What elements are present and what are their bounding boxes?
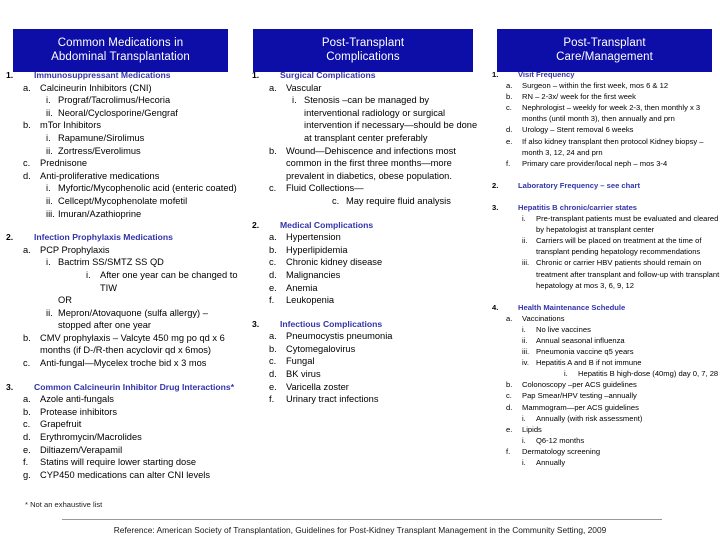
outline-text: No live vaccines (536, 324, 591, 334)
outline-text: Zortress/Everolimus (58, 145, 141, 156)
outline-text: Hepatitis A and B if not immune (536, 358, 642, 368)
outline-text: BK virus (286, 369, 321, 380)
outline-item-l2 (6, 431, 238, 444)
outline-marker: f. (23, 457, 29, 468)
outline-item-l2 (6, 357, 238, 370)
outline-item-l2 (6, 82, 238, 95)
outline-item-l2 (252, 294, 480, 307)
outline-marker: iv. (522, 358, 530, 368)
outline-text: Fungal (286, 356, 315, 367)
outline-marker: c. (23, 358, 31, 369)
outline-text: Nephrologist – weekly for week 2-3, then monthly x 3 months (until month 3), then annually and prn (522, 103, 701, 124)
outline-text: Pneumocystis pneumonia (286, 331, 393, 342)
outline-text: Hypertension (286, 232, 341, 243)
outline-marker: a. (269, 331, 277, 342)
reference-citation: Reference: American Society of Transplantation, Guidelines for Post-Kidney Transplant Management in the Community Setting, 2009 (113, 525, 607, 535)
outline-item-l3 (492, 346, 720, 357)
outline-text: Statins will require lower starting dose (40, 457, 197, 468)
outline-marker: d. (506, 402, 513, 412)
outline-item-l2 (252, 256, 480, 269)
outline-marker: b. (23, 406, 31, 417)
outline-item-l3 (492, 324, 720, 335)
outline-text: Malignancies (286, 269, 341, 280)
outline-text: Colonoscopy –per ACS guidelines (522, 380, 637, 390)
outline-spacer (492, 191, 720, 201)
outline-item-l2 (6, 170, 238, 183)
outline-marker: b. (23, 332, 31, 343)
outline-marker: c. (269, 257, 277, 268)
outline-text: Stenosis –can be managed by interventional radiology or surgical intervention if necessary—should be done at transplant center preferably (304, 95, 478, 143)
outline-marker: a. (23, 244, 31, 255)
outline-item-l2 (252, 330, 480, 343)
header-line-2: Complications (326, 51, 400, 63)
outline-text: Dermatology screening (522, 446, 601, 456)
outline-marker: 1. (252, 70, 260, 80)
outline-item-l2 (252, 82, 480, 95)
outline-text: Prednisone (40, 158, 88, 169)
outline-item-l2 (252, 381, 480, 394)
outline-item-l3 (252, 94, 480, 144)
outline-item-l1 (492, 302, 720, 313)
outline-text: Rapamune/Sirolimus (58, 132, 145, 143)
outline-item-l4 (6, 269, 238, 294)
outline-text: PCP Prophylaxis (40, 244, 110, 255)
outline-item-l3 (492, 213, 720, 235)
outline-text: Vaccinations (522, 313, 565, 323)
outline-text: Common Calcineurin Inhibitor Drug Interactions* (34, 381, 235, 392)
outline-item-l1 (6, 381, 238, 394)
outline-marker: 2. (252, 219, 260, 230)
outline-text: Wound—Dehiscence and infections most common in the first three months—more prevalent in diabetics, obese population. (286, 145, 456, 181)
column-header-complications (253, 29, 473, 72)
outline-spacer (252, 208, 480, 218)
outline-item-l2 (252, 282, 480, 295)
outline-text: Fluid Collections— (286, 183, 364, 194)
outline-item-l2 (252, 269, 480, 282)
outline-item-l1 (252, 318, 480, 331)
outline-item-l2 (492, 91, 720, 102)
outline-marker: e. (269, 282, 277, 293)
outline-text: Annually (536, 458, 566, 467)
outline-text: Myfortic/Mycophenolic acid (enteric coated) (58, 183, 237, 194)
outline-marker: c. (269, 356, 277, 367)
outline-item-l2 (6, 119, 238, 132)
outline-marker: 3. (252, 318, 260, 329)
outline-marker: ii. (46, 307, 53, 318)
outline-spacer (6, 220, 238, 230)
outline-text: Primary care provider/local neph – mos 3-4 (522, 158, 668, 168)
outline-item-l1 (252, 219, 480, 232)
outline-marker: e. (269, 381, 277, 392)
outline-text: Anemia (286, 282, 318, 293)
outline-marker: d. (23, 432, 31, 443)
outline-marker: c. (332, 195, 340, 206)
header-line-1: Post-Transplant (563, 37, 646, 49)
column-header-medications (13, 29, 228, 72)
outline-item-l2 (492, 80, 720, 91)
footnote-exhaustive-list: * Not an exhaustive list (25, 500, 103, 509)
outline-item-l3 (492, 235, 720, 257)
outline-text: RN – 2-3x/ week for the first week (522, 92, 636, 102)
outline-text: Immunosuppressant Medications (34, 70, 171, 80)
outline-marker: i. (292, 95, 297, 106)
outline-spacer (492, 169, 720, 179)
outline-text: Vascular (286, 82, 322, 93)
outline-text: CYP450 medications can alter CNI levels (40, 469, 211, 480)
outline-marker: 2. (492, 180, 499, 190)
outline-text: After one year can be changed to TIW (100, 269, 238, 293)
outline-marker: a. (269, 82, 277, 93)
outline-text: Grapefruit (40, 419, 82, 430)
outline-item-l2 (6, 469, 238, 482)
outline-column-medications (6, 68, 238, 481)
outline-marker: i. (522, 324, 526, 334)
outline-text: Calcineurin Inhibitors (CNI) (40, 82, 152, 93)
outline-item-l2 (492, 124, 720, 135)
outline-spacer (252, 307, 480, 317)
outline-marker: b. (269, 145, 277, 156)
outline-item-l3 (6, 195, 238, 208)
header-line-1: Post-Transplant (321, 37, 405, 49)
outline-text: Pre-transplant patients must be evaluated and cleared by hepatologist at transplant center (536, 214, 719, 235)
outline-marker: c. (23, 419, 31, 430)
outline-marker: i. (46, 183, 51, 194)
outline-text: Erythromycin/Macrolides (40, 432, 142, 443)
outline-text: Annual seasonal influenza (536, 335, 625, 345)
outline-text: CMV prophylaxis – Valcyte 450 mg po qd x 6 months (if D-/R-then acyclovir qd x 6mos) (40, 332, 225, 356)
outline-item-l2 (252, 393, 480, 406)
outline-text: Neoral/Cyclosporine/Gengraf (58, 107, 178, 118)
outline-item-l1 (492, 180, 720, 191)
outline-item-l2 (252, 355, 480, 368)
outline-marker: ii. (522, 236, 528, 246)
outline-marker: iii. (46, 208, 55, 219)
outline-column-care-management (492, 68, 720, 468)
outline-item-l1 (6, 231, 238, 244)
outline-marker: a. (506, 81, 513, 91)
outline-text: Health Maintenance Schedule (518, 302, 626, 312)
outline-text: Azole anti-fungals (40, 394, 114, 405)
outline-item-l3 (492, 413, 720, 424)
outline-marker: b. (23, 120, 31, 131)
outline-marker: d. (269, 269, 277, 280)
outline-marker: ii. (46, 195, 53, 206)
outline-item-l2 (6, 406, 238, 419)
outline-marker: d. (269, 369, 277, 380)
outline-text: May require fluid analysis (346, 195, 451, 206)
outline-text: Mammogram—per ACS guidelines (522, 402, 639, 412)
outline-marker: 3. (6, 381, 14, 392)
outline-item-l2 (252, 182, 480, 195)
outline-text: Protease inhibitors (40, 406, 117, 417)
outline-marker: i. (46, 132, 51, 143)
outline-item-l2 (492, 102, 720, 124)
outline-text: Pneumonia vaccine q5 years (536, 347, 634, 357)
outline-text: Infectious Complications (280, 318, 383, 329)
outline-text: Medical Complications (280, 219, 374, 230)
outline-item-l2 (6, 157, 238, 170)
outline-marker: ii. (46, 145, 53, 156)
outline-text: Q6-12 months (536, 435, 585, 445)
outline-column-complications (252, 68, 480, 406)
outline-item-l3 (492, 435, 720, 446)
outline-item-l2 (252, 244, 480, 257)
outline-item-l1 (6, 69, 238, 82)
outline-text: Imuran/Azathioprine (58, 208, 142, 219)
outline-marker: i. (564, 369, 568, 379)
outline-marker: i. (46, 257, 51, 268)
outline-text: Anti-fungal—Mycelex troche bid x 3 mos (40, 358, 207, 369)
outline-item-l2 (492, 424, 720, 435)
outline-text: mTor Inhibitors (40, 120, 101, 131)
outline-marker: c. (23, 158, 31, 169)
outline-marker: iii. (522, 258, 530, 268)
outline-text: Laboratory Frequency – see chart (518, 180, 640, 190)
outline-marker: b. (506, 380, 513, 390)
outline-text: Urology – Stent removal 6 weeks (522, 125, 634, 135)
outline-marker: a. (269, 232, 277, 243)
outline-item-l2 (492, 390, 720, 401)
outline-text: Diltiazem/Verapamil (40, 444, 123, 455)
outline-marker: i. (522, 214, 526, 224)
column-header-care-management (497, 29, 712, 72)
outline-item-l1 (492, 69, 720, 80)
outline-text: Varicella zoster (286, 381, 349, 392)
outline-spacer (492, 291, 720, 301)
outline-item-l2 (252, 145, 480, 183)
outline-marker: b. (269, 343, 277, 354)
outline-item-l2 (6, 244, 238, 257)
outline-item-l2 (6, 456, 238, 469)
outline-item-l3 (492, 457, 720, 468)
outline-item-l3 (6, 256, 238, 269)
outline-text: Bactrim SS/SMTZ SS QD (58, 257, 164, 268)
outline-marker: e. (506, 424, 513, 434)
outline-marker: c. (269, 183, 277, 194)
outline-item-l2 (6, 393, 238, 406)
outline-marker: i. (522, 435, 526, 445)
outline-marker: d. (506, 125, 513, 135)
outline-text: Hepatitis B high-dose (40mg) day 0, 7, 28 (578, 369, 719, 379)
outline-text: Chronic kidney disease (286, 257, 383, 268)
outline-text: Prograf/Tacrolimus/Hecoria (58, 95, 171, 106)
outline-marker: b. (506, 92, 513, 102)
header-line-1: Common Medications in (57, 37, 184, 49)
outline-marker: a. (23, 82, 31, 93)
outline-item-l2 (492, 158, 720, 169)
outline-item-l2 (252, 231, 480, 244)
outline-text: Urinary tract infections (286, 394, 379, 405)
outline-text: Leukopenia (286, 295, 335, 306)
outline-text: Mepron/Atovaquone (sulfa allergy) – stopped after one year (58, 307, 208, 331)
outline-marker: b. (269, 244, 277, 255)
outline-marker: f. (506, 446, 511, 456)
outline-text: Annually (with risk assessment) (536, 413, 643, 423)
outline-marker: e. (23, 444, 31, 455)
outline-item-l2 (492, 379, 720, 390)
outline-item-l3 (492, 335, 720, 346)
outline-item-l2 (492, 136, 720, 158)
outline-marker: i. (522, 458, 526, 467)
outline-item-l2 (6, 332, 238, 357)
outline-marker: i. (46, 95, 51, 106)
outline-text: If also kidney transplant then protocol Kidney biopsy – month 3, 12, 24 and prn (522, 136, 704, 157)
outline-item-l3 (6, 107, 238, 120)
outline-spacer (6, 370, 238, 380)
outline-item-l2 (492, 446, 720, 457)
outline-marker: i. (86, 269, 91, 280)
outline-text: Anti-proliferative medications (40, 170, 160, 181)
outline-item-l2 (492, 313, 720, 324)
outline-text: Infection Prophylaxis Medications (34, 232, 173, 243)
outline-text: Pap Smear/HPV testing –annually (522, 391, 637, 401)
header-line-2: Abdominal Transplantation (51, 51, 190, 63)
outline-marker: iii. (522, 347, 530, 357)
outline-marker: f. (269, 295, 275, 306)
outline-marker: a. (506, 313, 513, 323)
outline-marker: c. (506, 391, 512, 401)
outline-item-l2 (6, 444, 238, 457)
outline-item-l3 (6, 307, 238, 332)
outline-item-l2 (6, 418, 238, 431)
outline-marker: 1. (6, 70, 14, 80)
outline-text: Hyperlipidemia (286, 244, 348, 255)
outline-text: Hepatitis B chronic/carrier states (518, 202, 638, 212)
outline-plain-text: OR (58, 295, 72, 306)
outline-text: Visit Frequency (518, 70, 575, 79)
outline-item-l3 (6, 94, 238, 107)
outline-marker: 1. (492, 70, 499, 79)
outline-marker: g. (23, 469, 31, 480)
outline-item-l2 (252, 343, 480, 356)
outline-marker: d. (23, 170, 31, 181)
outline-marker: a. (23, 394, 31, 405)
outline-item-l4 (252, 195, 480, 208)
outline-text: Surgeon – within the first week, mos 6 & 12 (522, 81, 669, 91)
outline-item-l1 (252, 69, 480, 82)
outline-marker: ii. (46, 107, 53, 118)
outline-text: Chronic or carrier HBV patients should remain on treatment after transplant and follow-up with transplant hepatology at mos 3, 6, 9, 12 (536, 258, 720, 290)
outline-marker: 3. (492, 202, 499, 212)
outline-item-l1 (492, 202, 720, 213)
outline-marker: i. (522, 413, 526, 423)
outline-marker: f. (269, 394, 275, 405)
outline-item-l3 (492, 357, 720, 368)
outline-item-l3 (6, 182, 238, 195)
outline-marker: c. (506, 103, 512, 113)
outline-item-l3 (6, 132, 238, 145)
outline-item-l4 (492, 368, 720, 379)
outline-marker: ii. (522, 335, 528, 345)
outline-marker: f. (506, 158, 511, 168)
outline-text: Lipids (522, 424, 542, 434)
outline-marker: 2. (6, 232, 14, 243)
outline-item-l2 (252, 368, 480, 381)
outline-item-l3 (6, 145, 238, 158)
outline-text: Carriers will be placed on treatment at the time of transplant pending hepatology recommendations (536, 236, 702, 257)
outline-text: Cellcept/Mycophenolate mofetil (58, 195, 188, 206)
outline-item-l3 (492, 257, 720, 290)
outline-item-l2 (492, 402, 720, 413)
outline-text: Cytomegalovirus (286, 343, 356, 354)
footer-divider (62, 519, 662, 520)
outline-marker: 4. (492, 302, 499, 312)
outline-item-l3 (6, 208, 238, 221)
outline-text: Surgical Complications (280, 70, 376, 80)
outline-marker: e. (506, 136, 513, 146)
header-line-2: Care/Management (556, 51, 653, 63)
